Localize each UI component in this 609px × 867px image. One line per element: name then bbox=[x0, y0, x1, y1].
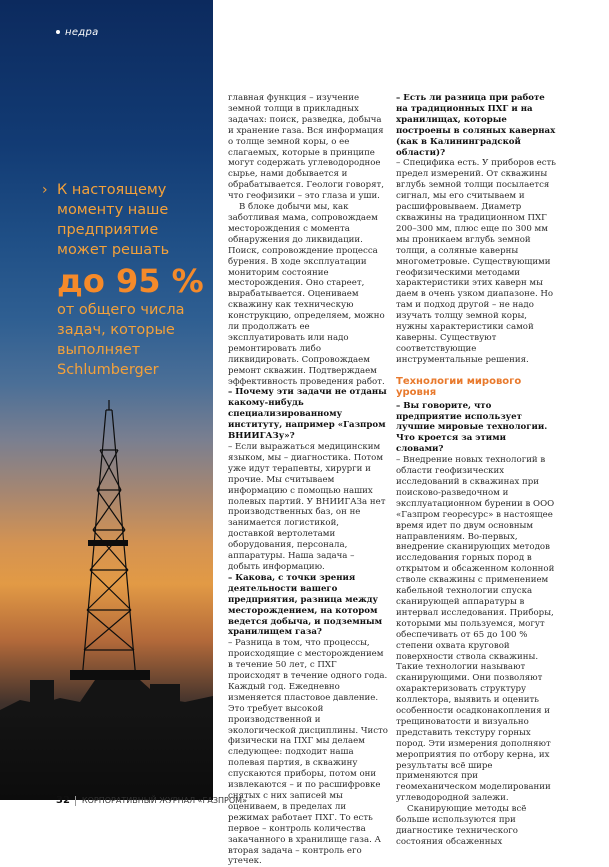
section-tag: недра bbox=[56, 27, 99, 38]
cover-photo-panel bbox=[0, 0, 213, 800]
paragraph: Сканирующие методы всё больше используются при диагностике технического состояния обсаженных bbox=[396, 804, 527, 847]
page-footer bbox=[56, 795, 247, 806]
journal-name: КОРПОРАТИВНЫЙ ЖУРНАЛ «ГАЗПРОМ» bbox=[81, 796, 247, 805]
footer-divider bbox=[75, 796, 76, 806]
quote-lead: К настоящему моменту наше предприятие может решать bbox=[57, 182, 170, 258]
interview-question: – Есть ли разница при работе на традиционных ПХГ и на хранилищах, которые построены в соляных кавернах (как в Калининградской области)? bbox=[396, 93, 556, 158]
article-column-middle bbox=[228, 93, 388, 867]
paragraph: – Внедрение новых технологий в области геофизических исследований в скважинах при поисково-разведочном и эксплуатационном бурении в ООО «Газпром георесурс» в настоящее время идет по двум основным направлениям. Во-первых, внедрение сканирующих методов исследования горных пород в открытом и обсаженном колонной стволе скважины с применением кабельной технологии спуска сканирующей аппаратуры в интервал исследования. Приборы, которыми мы пользуемся, могут обеспечивать от 65 до 100 % степени охвата круговой поверхности ствола скважины. Такие технологии называют сканирующими. Они позволяют охарактеризовать структуру коллектора, выявить и оценить особенности осадконакопления и трещиноватости и визуально представить текстуру горных пород. Эти измерения дополняют мероприятия по отбору керна, их результаты всё шире применяются при геомеханическом моделировании углеводородной залежи. bbox=[396, 455, 555, 804]
article-column-right bbox=[396, 93, 556, 848]
page-number: 32 bbox=[56, 795, 70, 806]
interview-question: – Какова, с точки зрения деятельности вашего предприятия, разница между месторождением, на котором ведется добыча, и подземным хранилищем газа? bbox=[228, 572, 383, 638]
paragraph: – Специфика есть. У приборов есть предел измерений. От скважины вглубь земной толщи посылается сигнал, мы его считываем и расшифровываем. Диаметр скважины на традиционном ПХГ 200–300 мм, плюс еще по 300 мм мы проникаем вглубь земной толщи, а соляные каверны многометровые. Существующими геофизическими методами характеристики этих каверн мы даем в очень узком диапазоне. Но там и подход другой – не надо изучать толщу земной коры, нужны характеристики самой каверны. Существуют соответствующие инструментальные решения. bbox=[396, 158, 556, 365]
paragraph: – Если выражаться медицинским языком, мы – диагностика. Потом уже идут терапевты, хирурги и прочие. Мы считываем информацию с помощью наших полевых партий. У ВНИИГАЗа нет производственных баз, он не занимается логистикой, доставкой вертолетами оборудования, персонала, аппаратуры. Наша задача – добыть информацию. bbox=[228, 442, 386, 572]
interview-question: – Почему эти задачи не отданы какому-нибудь специализированному институту, например «Газпром ВНИИГАЗу»? bbox=[228, 387, 387, 442]
pull-quote bbox=[42, 180, 207, 380]
bullet-icon bbox=[56, 30, 60, 34]
quote-tail: от общего числа задач, которые выполняет Schlumberger bbox=[57, 302, 185, 378]
interview-question: – Вы говорите, что предприятие использует лучшие мировые технологии. Что кроется за этими словами? bbox=[396, 400, 548, 455]
chevron-right-icon: › bbox=[42, 182, 48, 198]
quote-highlight: до 95 % bbox=[57, 262, 204, 300]
section-subheading: Технологии мирового уровня bbox=[396, 375, 522, 398]
paragraph: В блоке добычи мы, как заботливая мама, сопровождаем месторождения с момента обнаружения до ликвидации. Поиск, сопровождение процесса бурения. В ходе эксплуатации мониторим состояние месторождения. Оно стареет, вырабатывается. Оцениваем скважину как техническую конструкцию, определяем, можно ли продолжать ее эксплуатировать или надо ремонтировать либо ликвидировать. Сопровождаем ремонт скважин. Подтверждаем эффективность проведения работ. bbox=[228, 202, 385, 387]
paragraph: – Разница в том, что процессы, происходящие с месторождением в течение 50 лет, с ПХГ происходят в течение одного года. Каждый год. Ежедневно изменяется пластовое давление. Это требует высокой производственной и экологической дисциплины. Чисто физически на ПХГ мы делаем следующее: подходит наша полевая партия, в скважину спускаются приборы, потом они извлекаются – и по расшифровке снятых с них записей мы оцениваем, в пределах ли режимах работает ПХГ. То есть первое – контроль количества закачанного в хранилище газа. А вторая задача – контроль его утечек. bbox=[228, 638, 388, 867]
paragraph: главная функция – изучение земной толщи в прикладных задачах: поиск, разведка, добыча и хранение газа. Вся информация о толще земной коры, о ее слагаемых, которые в принципе могут содержать углеводородное сырье, нами добывается и обрабатывается. Геологи говорят, что геофизики – это глаза и уши. bbox=[228, 93, 385, 202]
drilling-rig-silhouette bbox=[0, 380, 213, 800]
